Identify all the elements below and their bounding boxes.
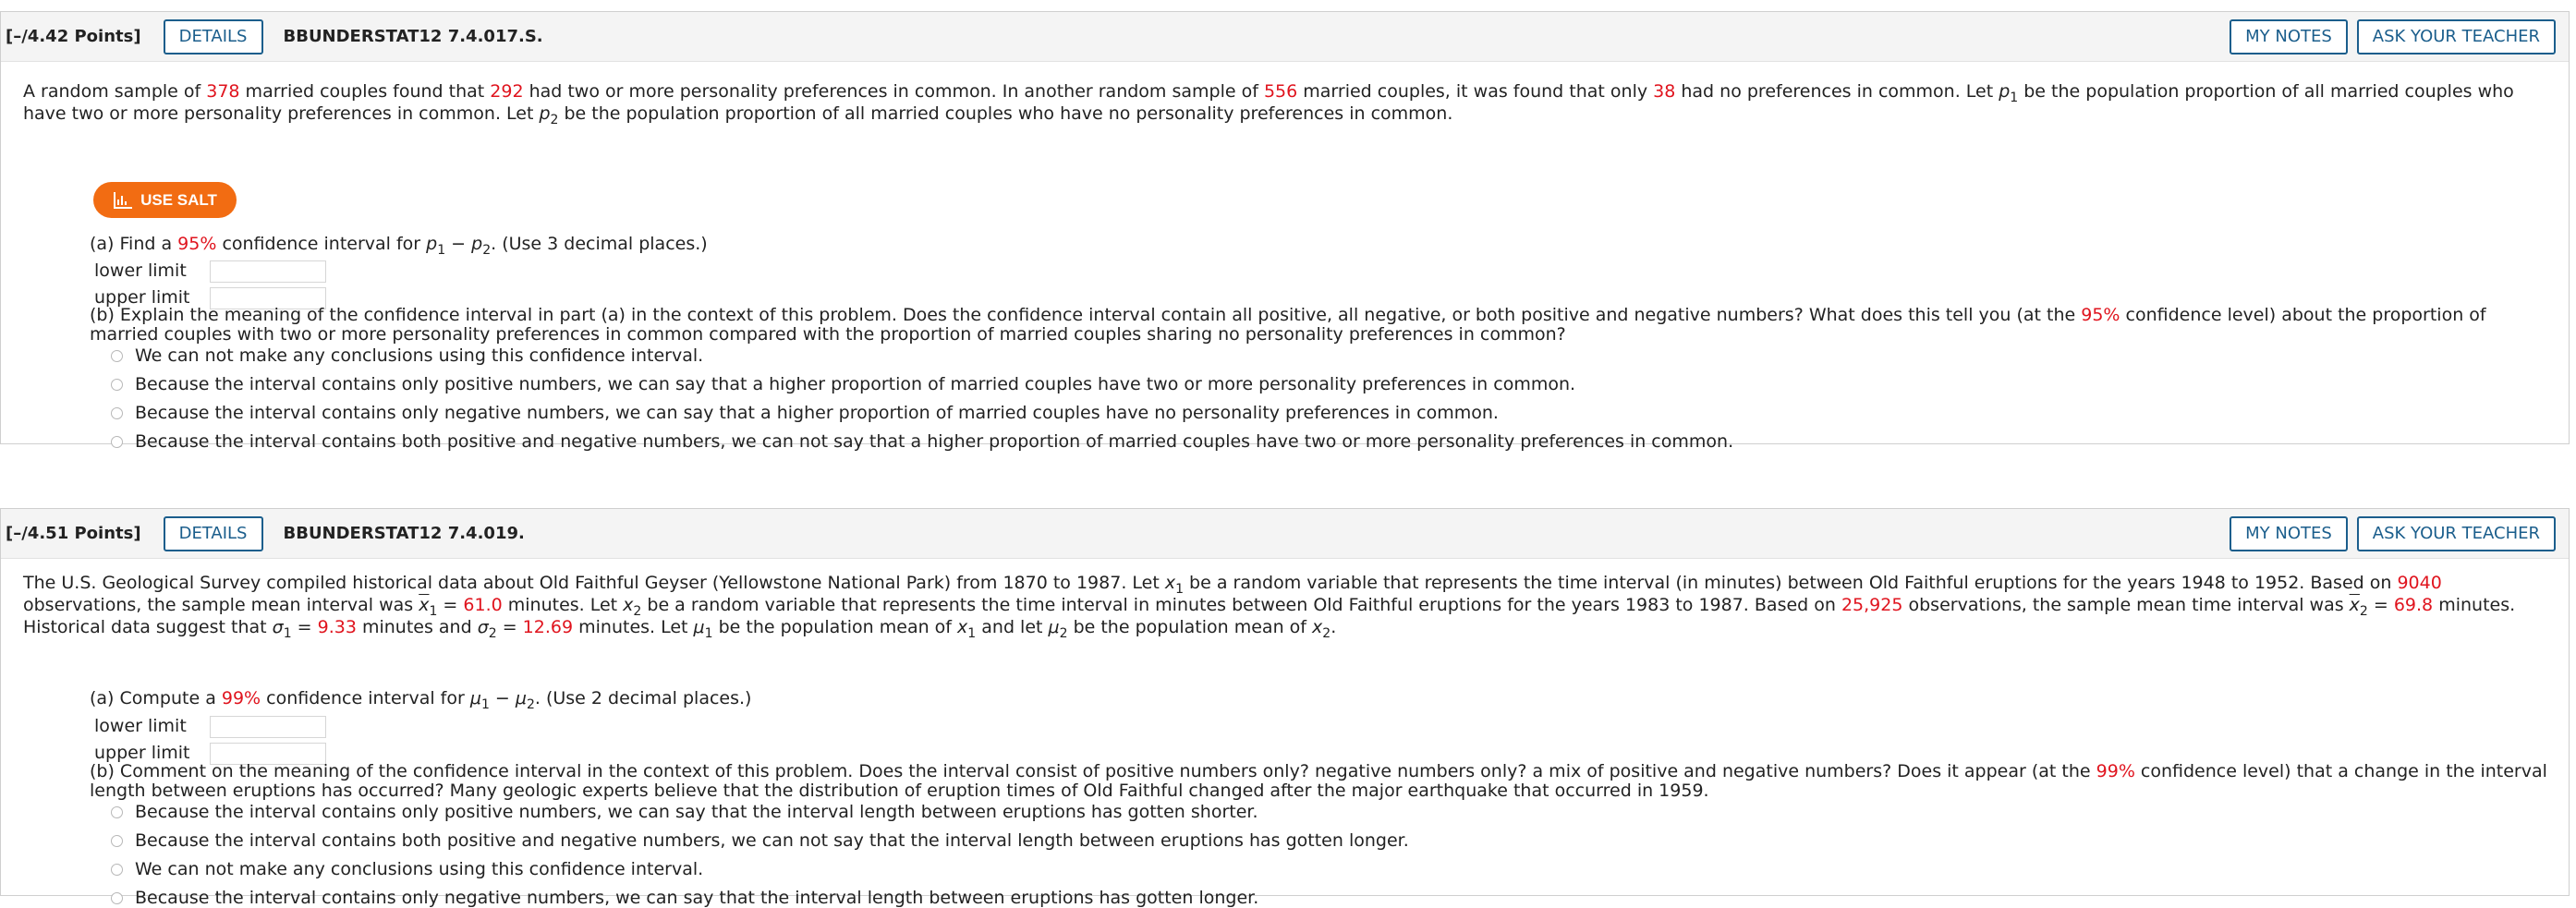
radio-button[interactable]	[111, 892, 123, 904]
question-header	[1, 509, 2569, 559]
my-notes-button[interactable]: MY NOTES	[2230, 19, 2348, 54]
question-id: BBUNDERSTAT12 7.4.017.S.	[283, 27, 543, 46]
question-text: A random sample of 378 married couples found that 292 had two or more personality preferences in common. In another random sample of 556 married couples, it was found that only 38 had no preferences in common. Let $p_1$ be the population proportion of all married couples who have two or more personality preferences in common. Let $p_2$ be the population proportion of all married couples who have no personality preferences in common.	[23, 81, 2514, 127]
upper-limit-label: upper limit	[94, 743, 190, 763]
answer-option[interactable]: Because the interval contains only negative numbers, we can say that the interval length between eruptions has gotten longer.	[111, 888, 1258, 908]
answer-option[interactable]: Because the interval contains only positive numbers, we can say that the interval length between eruptions has gotten shorter.	[111, 802, 1258, 822]
question-2	[0, 508, 2570, 908]
question-id: BBUNDERSTAT12 7.4.019.	[283, 524, 525, 543]
lower-limit-label: lower limit	[94, 260, 187, 281]
question-1	[0, 11, 2570, 452]
answer-option[interactable]: Because the interval contains only negative numbers, we can say that a higher proportion of married couples have no personality preferences in common.	[111, 403, 1499, 423]
part-b-prompt: (b) Explain the meaning of the confidence interval in part (a) in the context of this problem. Does the confidence interval contain all positive, all negative, or both positive and negative numbers? What does this tell you (at the 95% confidence level) about the proportion of married couples with two or more personality preferences in common compared with the proportion of married couples sharing no personality preferences in common?	[90, 305, 2486, 345]
lower-limit-label: lower limit	[94, 716, 187, 736]
radio-button[interactable]	[111, 407, 123, 419]
my-notes-button[interactable]: MY NOTES	[2230, 516, 2348, 551]
points-label: [–/4.51 Points]	[6, 524, 141, 543]
radio-button[interactable]	[111, 806, 123, 818]
chart-icon	[113, 191, 133, 210]
answer-option[interactable]: We can not make any conclusions using this confidence interval.	[111, 345, 703, 366]
upper-limit-label: upper limit	[94, 287, 190, 308]
details-button[interactable]: DETAILS	[164, 19, 263, 54]
answer-option[interactable]: We can not make any conclusions using this confidence interval.	[111, 859, 703, 879]
part-a-prompt: (a) Find a 95% confidence interval for $p_1 - p_2$. (Use 3 decimal places.)	[90, 234, 708, 258]
ask-teacher-button[interactable]: ASK YOUR TEACHER	[2357, 19, 2556, 54]
radio-button[interactable]	[111, 864, 123, 876]
lower-limit-input[interactable]	[210, 260, 326, 283]
answer-option[interactable]: Because the interval contains both positive and negative numbers, we can not say that the interval length between eruptions has gotten longer.	[111, 830, 1409, 851]
part-b-prompt: (b) Comment on the meaning of the confidence interval in the context of this problem. Does the interval consist of positive numbers only? negative numbers only? a mix of positive and negative numbers? Does it appear (at the 99% confidence level) that a change in the interval length between eruptions has occurred? Many geologic experts believe that the distribution of eruption times of Old Faithful changed after the major earthquake that occurred in 1959.	[90, 761, 2547, 801]
use-salt-label: USE SALT	[140, 190, 217, 209]
part-a-prompt: (a) Compute a 99% confidence interval for $\mu_1 - \mu_2$. (Use 2 decimal places.)	[90, 688, 752, 712]
points-label: [–/4.42 Points]	[6, 27, 141, 46]
answer-option[interactable]: Because the interval contains only positive numbers, we can say that a higher proportion of married couples have two or more personality preferences in common.	[111, 374, 1575, 394]
radio-button[interactable]	[111, 436, 123, 448]
answer-option[interactable]: Because the interval contains both positive and negative numbers, we can not say that a higher proportion of married couples have two or more personality preferences in common.	[111, 431, 1733, 452]
radio-button[interactable]	[111, 835, 123, 847]
lower-limit-input[interactable]	[210, 716, 326, 738]
radio-button[interactable]	[111, 350, 123, 362]
ask-teacher-button[interactable]: ASK YOUR TEACHER	[2357, 516, 2556, 551]
use-salt-button[interactable]	[93, 182, 237, 218]
details-button[interactable]: DETAILS	[164, 516, 263, 551]
question-text: The U.S. Geological Survey compiled historical data about Old Faithful Geyser (Yellowstone National Park) from 1870 to 1987. Let $x_1$ be a random variable that represents the time interval (in minutes) between Old Faithful eruptions for the years 1948 to 1952. Based on 9040 observations, the sample mean interval was $\overline{x}_1 = 61.0$ minutes. Let $x_2$ be a random variable that represents the time interval in minutes between Old Faithful eruptions for the years 1983 to 1987. Based on 25,925 observations, the sample mean time interval was $\overline{x}_2 = 69.8$ minutes. Historical data suggest that $\sigma_1 = 9.33$ minutes and $\sigma_2 = 12.69$ minutes. Let $\mu_1$ be the population mean of $x_1$ and let $\mu_2$ be the population mean of $x_2$.	[23, 573, 2516, 641]
radio-button[interactable]	[111, 379, 123, 391]
question-header	[1, 12, 2569, 62]
